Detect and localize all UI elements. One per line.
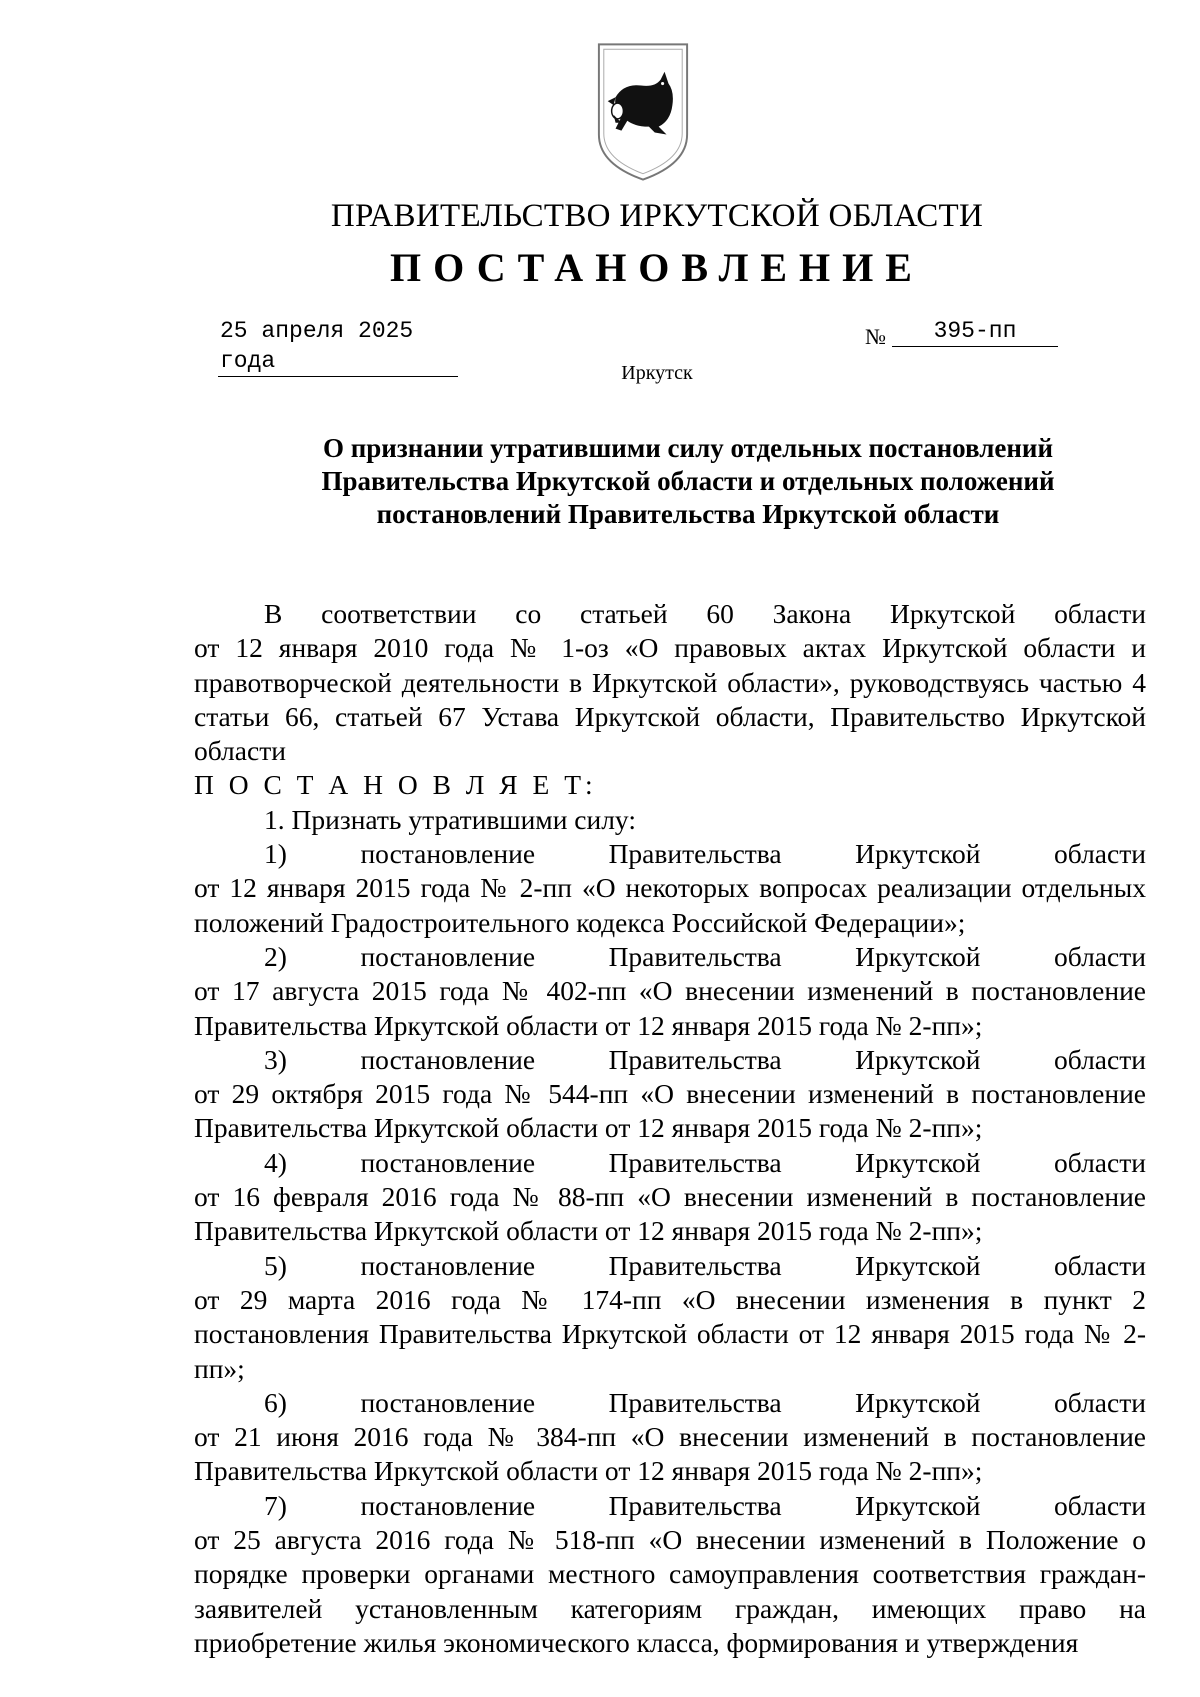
list-item-head xyxy=(194,1386,1146,1420)
word: Иркутской xyxy=(855,1489,981,1521)
word: области xyxy=(1054,1386,1146,1418)
list-item-text: от 21 июня 2016 года № 384-пп «О внесении изменений в постановление Правительства Иркутской области от 12 января 2015 года № 2-пп»; xyxy=(194,1421,1146,1487)
list-item-text: от 16 февраля 2016 года № 88-пп «О внесении изменений в постановление Правительства Иркутской области от 12 января 2015 года № 2-пп»; xyxy=(194,1181,1146,1247)
word: Иркутской xyxy=(855,838,981,870)
list-item xyxy=(194,1249,1146,1386)
list-item-head xyxy=(194,1043,1146,1077)
list-item-text: от 29 марта 2016 года № 174-пп «О внесении изменения в пункт 2 постановления Правительства Иркутской области от 12 января 2015 года № 2-пп»; xyxy=(194,1283,1146,1384)
list-item xyxy=(194,1146,1146,1249)
item-number: 3) xyxy=(264,1043,287,1075)
list-item-text: от 12 января 2015 года № 2-пп «О некоторых вопросах реализации отдельных положений Градостроительного кодекса Российской Федерации»; xyxy=(194,872,1146,938)
word: 60 xyxy=(706,598,734,629)
word: Правительства xyxy=(608,1489,782,1521)
list-item xyxy=(194,1489,1146,1660)
word: Иркутской xyxy=(855,940,981,972)
list-item-text: от 17 августа 2015 года № 402-пп «О внесении изменений в постановление Правительства Иркутской области от 12 января 2015 года № 2-пп»; xyxy=(194,975,1146,1041)
word: Иркутской xyxy=(889,598,1016,629)
subject-line: О признании утратившими силу отдельных постановлений xyxy=(322,433,1054,463)
word: области xyxy=(1054,598,1146,629)
item-number: 6) xyxy=(264,1386,287,1418)
word: области xyxy=(1054,1249,1146,1281)
word: Правительства xyxy=(608,1249,782,1281)
word: со xyxy=(515,598,542,629)
word: соответствии xyxy=(321,598,477,629)
item-number: 7) xyxy=(264,1489,287,1521)
word: постановление xyxy=(360,1146,536,1178)
list-item xyxy=(194,837,1146,940)
word: статьей xyxy=(580,598,668,629)
government-title: ПРАВИТЕЛЬСТВО ИРКУТСКОЙ ОБЛАСТИ xyxy=(330,198,984,234)
number-sign: № xyxy=(865,324,886,349)
document-body xyxy=(194,597,1146,1660)
word: области xyxy=(1054,838,1146,870)
word: Правительства xyxy=(608,1386,782,1418)
list-item-head xyxy=(194,940,1146,974)
document-type-title: ПОСТАНОВЛЕНИЕ xyxy=(390,245,924,290)
list-item xyxy=(194,1043,1146,1146)
subject-line: Правительства Иркутской области и отдельных положений xyxy=(321,466,1055,496)
word: Иркутской xyxy=(855,1043,981,1075)
preamble-text: от 12 января 2010 года № 1-оз «О правовых актах Иркутской области и правотворческой деятельности в Иркутской области», руководствуясь частью 4 статьи 66, статьей 67 Устава Иркутской области, Правительство Иркутской области xyxy=(194,632,1146,767)
word: постановление xyxy=(360,1043,536,1075)
word: Закона xyxy=(772,598,852,629)
word: области xyxy=(1054,940,1146,972)
list-item-head xyxy=(194,837,1146,871)
word: Правительства xyxy=(608,1043,782,1075)
word: постановление xyxy=(360,1489,536,1521)
subject-line: постановлений Правительства Иркутской области xyxy=(376,499,1000,529)
list-item-text: от 29 октября 2015 года № 544-пп «О внесении изменений в постановление Правительства Иркутской области от 12 января 2015 года № 2-пп»; xyxy=(194,1078,1146,1144)
word: постановление xyxy=(360,1386,536,1418)
word: Иркутской xyxy=(855,1249,981,1281)
word: постановление xyxy=(360,940,536,972)
word: постановление xyxy=(360,838,536,870)
preamble-first-line xyxy=(194,597,1146,631)
list-item-head xyxy=(194,1249,1146,1283)
word: В xyxy=(264,598,283,629)
item-number: 2) xyxy=(264,940,287,972)
list-item xyxy=(194,940,1146,1043)
word: постановление xyxy=(360,1249,536,1281)
city-name: Иркутск xyxy=(621,362,693,384)
decree-word: П О С Т А Н О В Л Я Е Т: xyxy=(194,769,597,801)
item-number: 1) xyxy=(264,838,287,870)
word: Иркутской xyxy=(855,1386,981,1418)
word: Правительства xyxy=(608,940,782,972)
item-number: 4) xyxy=(264,1146,287,1178)
word: области xyxy=(1054,1146,1146,1178)
list-item-head xyxy=(194,1489,1146,1523)
list-item-head xyxy=(194,1146,1146,1180)
word: области xyxy=(1054,1489,1146,1521)
word: Иркутской xyxy=(855,1146,981,1178)
document-number: 395-пп xyxy=(892,316,1058,347)
document-subject xyxy=(258,432,1118,531)
word: Правительства xyxy=(608,1146,782,1178)
document-date: 25 апреля 2025 года xyxy=(218,316,458,377)
item-number: 5) xyxy=(264,1249,287,1281)
word: Правительства xyxy=(608,838,782,870)
coat-of-arms-icon xyxy=(594,36,692,184)
word: области xyxy=(1054,1043,1146,1075)
list-item xyxy=(194,1386,1146,1489)
clause-1: 1. Признать утратившими силу: xyxy=(264,803,636,835)
list-item-text: от 25 августа 2016 года № 518-пп «О внесении изменений в Положение о порядке проверки органами местного самоуправления соответствия граждан-заявителей установленным категориям граждан, имеющих право на приобретение жилья экономического класса, формирования и утверждения xyxy=(194,1524,1146,1658)
